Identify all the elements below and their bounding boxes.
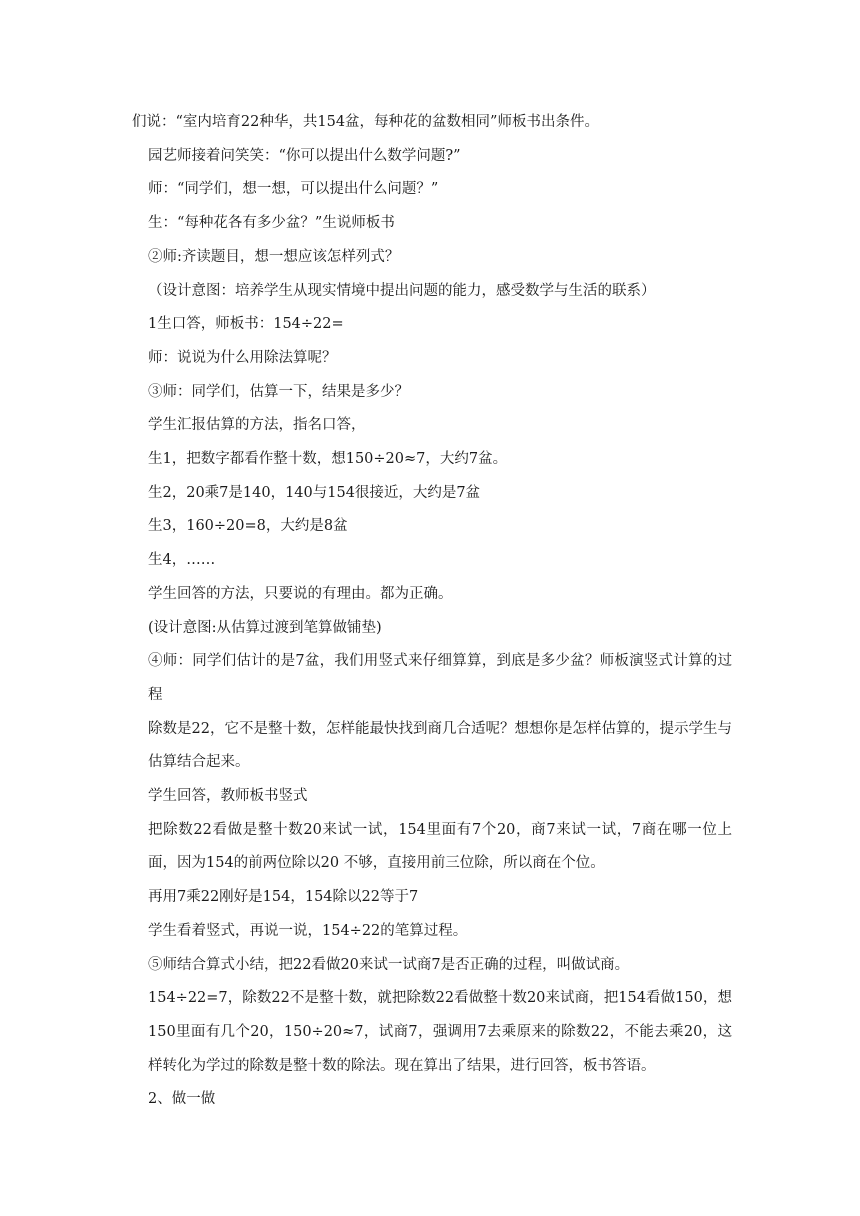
- paragraph: 把除数22看做是整十数20来试一试，154里面有7个20，商7来试一试，7商在哪一位上面，因为154的前两位除以20 不够，直接用前三位除，所以商在个位。: [148, 821, 732, 872]
- paragraph: 生2，20乘7是140，140与154很接近，大约是7盆: [148, 484, 481, 501]
- paragraph: 园艺师接着问笑笑：“你可以提出什么数学问题?”: [148, 147, 461, 164]
- paragraph: 们说：“室内培育22种华，共154盆，每种花的盆数相同”师板书出条件。: [132, 114, 599, 130]
- paragraph: (设计意图:从估算过渡到笔算做铺垫): [148, 619, 382, 636]
- paragraph: 师：“同学们，想一想，可以提出什么问题？”: [148, 181, 439, 198]
- paragraph: 学生回答的方法，只要说的有理由。都为正确。: [148, 585, 453, 602]
- paragraph: 生3，160÷20=8，大约是8盆: [148, 518, 348, 535]
- paragraph: 师：说说为什么用除法算呢？: [148, 349, 337, 366]
- paragraph: 学生汇报估算的方法，指名口答，: [148, 417, 366, 434]
- paragraph: ④师：同学们估计的是7盆，我们用竖式来仔细算算，到底是多少盆？师板演竖式计算的过程: [148, 653, 732, 703]
- paragraph: ②师:齐读题目，想一想应该怎样列式？: [148, 248, 400, 265]
- paragraph: ③师：同学们，估算一下，结果是多少？: [148, 383, 409, 400]
- paragraph: 1生口答，师板书：154÷22=: [148, 316, 344, 333]
- document-body: [132, 106, 732, 1117]
- paragraph: 2、做一做: [148, 1091, 216, 1108]
- paragraph: （设计意图：培养学生从现实情境中提出问题的能力，感受数学与生活的联系）: [148, 282, 656, 299]
- paragraph: 学生回答，教师板书竖式: [148, 788, 308, 805]
- paragraph: 学生看着竖式，再说一说，154÷22的笔算过程。: [148, 922, 468, 939]
- paragraph: 生1，把数字都看作整十数，想150÷20≈7，大约7盆。: [148, 451, 508, 468]
- paragraph: ⑤师结合算式小结，把22看做20来试一试商7是否正确的过程，叫做试商。: [148, 956, 630, 973]
- paragraph: 除数是22，它不是整十数，怎样能最快找到商几合适呢？想想你是怎样估算的，提示学生与估算结合起来。: [148, 720, 732, 771]
- paragraph: 生：“每种花各有多少盆？”生说师板书: [148, 215, 395, 232]
- paragraph: 再用7乘22刚好是154，154除以22等于7: [148, 889, 419, 906]
- paragraph: 生4，……: [148, 552, 216, 569]
- paragraph: 154÷22=7，除数22不是整十数，就把除数22看做整十数20来试商，把154看做150，想150里面有几个20，150÷20≈7，试商7，强调用7去乘原来的除数22，不能去乘20，这样转化为学过的除数是整十数的除法。现在算出了结果，进行回答，板书答语。: [148, 990, 732, 1074]
